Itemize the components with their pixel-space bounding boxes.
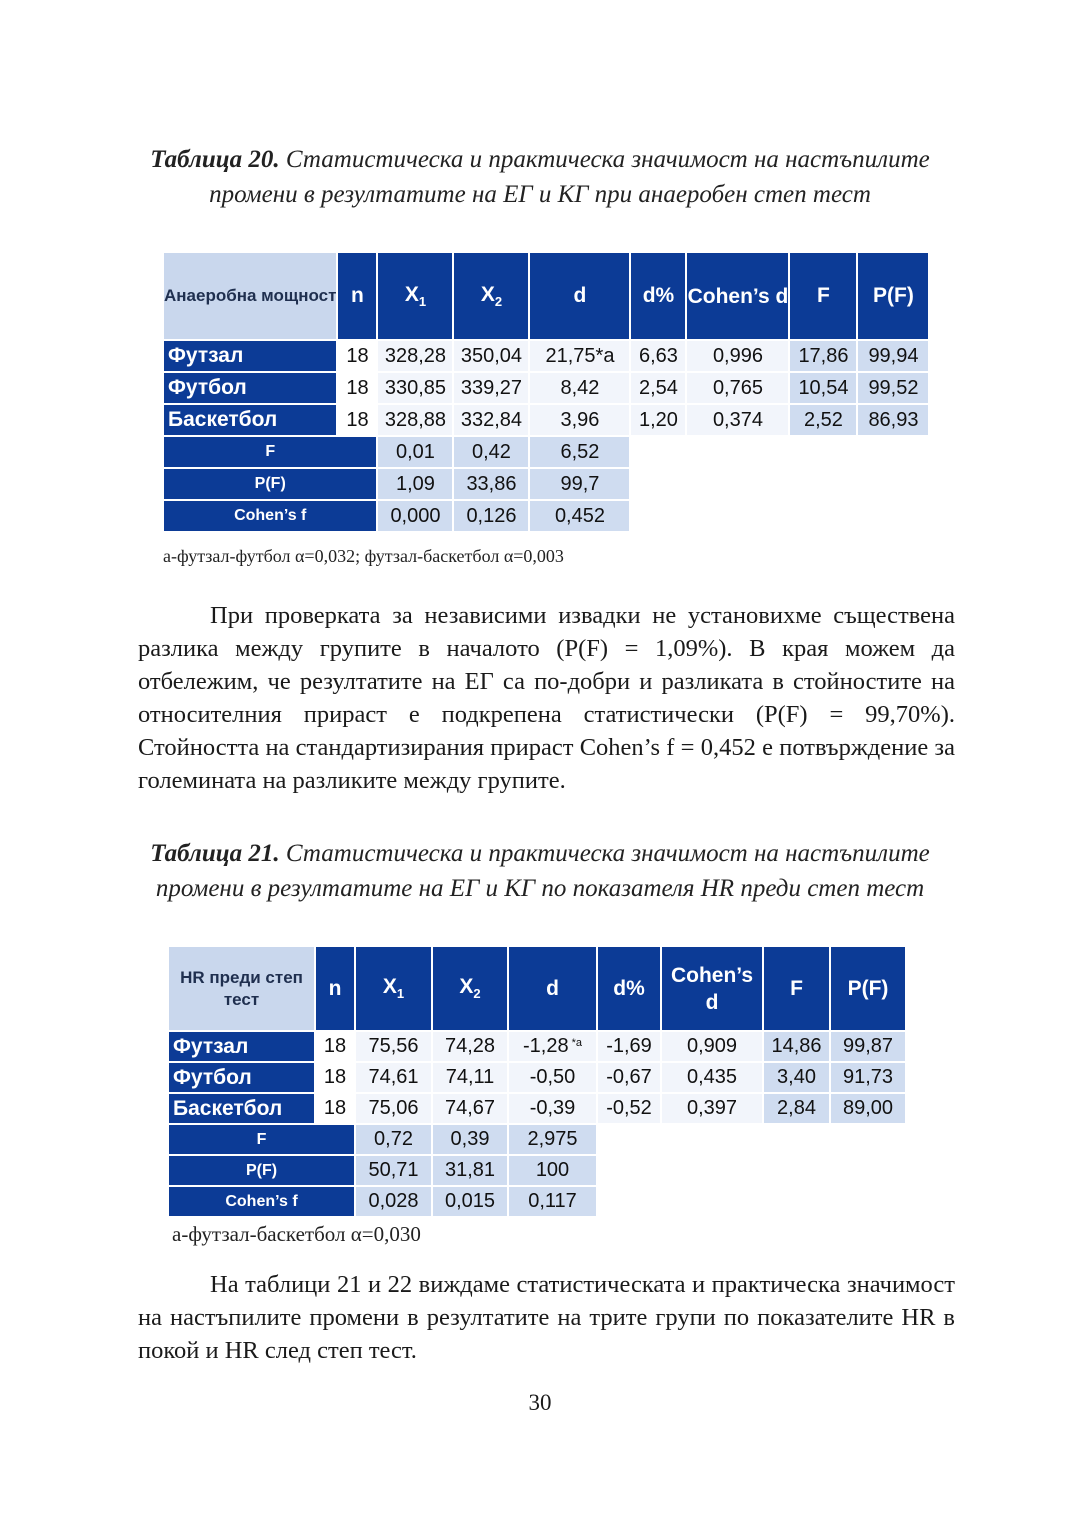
summary-row <box>164 437 928 467</box>
cell-cohen: 0,374 <box>687 405 788 435</box>
cell-f: 3,40 <box>764 1063 829 1092</box>
cell-x2: 74,67 <box>433 1094 507 1123</box>
summary-label: F <box>169 1125 354 1154</box>
cell-d: 8,42 <box>530 373 629 403</box>
group-label: Футбол <box>169 1063 314 1092</box>
summary-x2: 31,81 <box>433 1156 507 1185</box>
table20-header-f: F <box>790 253 856 339</box>
table21-header-cohen: Cohen’s d <box>662 947 762 1030</box>
cell-f: 2,84 <box>764 1094 829 1123</box>
table-row <box>169 1063 905 1092</box>
summary-row <box>164 501 928 531</box>
summary-x2: 0,42 <box>454 437 528 467</box>
page-number: 30 <box>528 1390 552 1415</box>
cell-x1: 330,85 <box>378 373 452 403</box>
table20-caption-title: Таблица 20. <box>150 146 280 173</box>
cell-f: 14,86 <box>764 1032 829 1061</box>
cell-cohen: 0,397 <box>662 1094 762 1123</box>
table20-header-x2: $X_2$ <box>454 253 528 339</box>
table20-header-pf: P(F) <box>858 253 928 339</box>
table21 <box>167 945 907 1218</box>
cell-x2: 339,27 <box>454 373 528 403</box>
cell-n: 18 <box>338 405 376 435</box>
table21-header-row <box>169 947 905 1030</box>
summary-x2: 0,015 <box>433 1187 507 1216</box>
table20-caption-text: Статистическа и практическа значимост на настъпилите промени в резултатите на ЕГ и КГ при анаеробен степ тест <box>209 146 930 208</box>
table-row <box>164 373 928 403</box>
paragraph-2: На таблици 21 и 22 виждаме статистическата и практическа значимост на настъпилите промени в резултатите на трите групи по показателите HR в покой и HR след степ тест. <box>138 1271 955 1364</box>
summary-label: Cohen’s f <box>169 1187 354 1216</box>
group-label: Футзал <box>164 341 336 371</box>
summary-label: P(F) <box>169 1156 354 1185</box>
summary-label: Cohen’s f <box>164 501 376 531</box>
table21-header-d: d <box>509 947 596 1030</box>
cell-x2: 74,28 <box>433 1032 507 1061</box>
cell-pf: 99,94 <box>858 341 928 371</box>
cell-n: 18 <box>338 373 376 403</box>
summary-d: 0,452 <box>530 501 629 531</box>
empty-cell <box>598 1125 905 1154</box>
table21-header-dpct: d% <box>598 947 660 1030</box>
cell-cohen: 0,765 <box>687 373 788 403</box>
group-label: Баскетбол <box>164 405 336 435</box>
table21-note: а-футзал-баскетбол α=0,030 <box>172 1222 421 1246</box>
summary-x1: 0,028 <box>356 1187 431 1216</box>
cell-f: 17,86 <box>790 341 856 371</box>
summary-x2: 0,39 <box>433 1125 507 1154</box>
cell-dpct: -0,52 <box>598 1094 660 1123</box>
summary-x1: 50,71 <box>356 1156 431 1185</box>
table20-header-row <box>164 253 928 339</box>
cell-f: 10,54 <box>790 373 856 403</box>
table20-header-d: d <box>530 253 629 339</box>
cell-cohen: 0,909 <box>662 1032 762 1061</box>
cell-dpct: -1,69 <box>598 1032 660 1061</box>
cell-d: 3,96 <box>530 405 629 435</box>
table21-caption-title: Таблица 21. <box>150 840 280 867</box>
summary-label: F <box>164 437 376 467</box>
paragraph-1: При проверката за независими извадки не установихме съществена разлика между групите в началото (P(F) = 1,09%). В края можем да отбележим, че резултатите на ЕГ са по-добри и разликата в стойностите на относителния прираст е подкрепена статистически (P(F) = 99,70%). Стойността на стандартизирания прираст Cohen’s f = 0,452 е потвърждение за големината на разликите между групите. <box>138 602 955 794</box>
table-row <box>169 1032 905 1061</box>
table20-header-x1: $X_1$ <box>378 253 452 339</box>
cell-x2: 350,04 <box>454 341 528 371</box>
summary-row <box>169 1156 905 1185</box>
summary-label: P(F) <box>164 469 376 499</box>
cell-x1: 328,88 <box>378 405 452 435</box>
cell-pf: 91,73 <box>831 1063 905 1092</box>
summary-x2: 33,86 <box>454 469 528 499</box>
summary-row <box>169 1187 905 1216</box>
table21-header-pf: P(F) <box>831 947 905 1030</box>
summary-d: 0,117 <box>509 1187 596 1216</box>
group-label: Баскетбол <box>169 1094 314 1123</box>
empty-cell <box>631 437 928 467</box>
cell-x2: 332,84 <box>454 405 528 435</box>
table20-header-n: n <box>338 253 376 339</box>
cell-x1: 74,61 <box>356 1063 431 1092</box>
cell-cohen: 0,996 <box>687 341 788 371</box>
summary-d: 2,975 <box>509 1125 596 1154</box>
cell-dpct: 6,63 <box>631 341 685 371</box>
summary-x1: 0,01 <box>378 437 452 467</box>
table21-header-x2: $X_2$ <box>433 947 507 1030</box>
significance-mark: *a <box>571 1037 582 1049</box>
empty-cell <box>631 469 928 499</box>
cell-n: 18 <box>316 1063 354 1092</box>
table21-corner-header: HR преди степ тест <box>169 947 314 1030</box>
cell-pf: 89,00 <box>831 1094 905 1123</box>
table20-header-dpct: d% <box>631 253 685 339</box>
summary-row <box>164 469 928 499</box>
cell-d: -1,28 $^{*a}$ <box>509 1032 596 1061</box>
cell-x1: 75,06 <box>356 1094 431 1123</box>
table21-header-n: n <box>316 947 354 1030</box>
group-label: Футбол <box>164 373 336 403</box>
summary-x1: 0,72 <box>356 1125 431 1154</box>
table20-note: а-футзал-футбол α=0,032; футзал-баскетбол α=0,003 <box>163 546 564 566</box>
cell-cohen: 0,435 <box>662 1063 762 1092</box>
summary-row <box>169 1125 905 1154</box>
table21-header-f: F <box>764 947 829 1030</box>
cell-n: 18 <box>338 341 376 371</box>
table20-corner-header: Анаеробна мощност <box>164 253 336 339</box>
table20 <box>162 251 930 533</box>
cell-pf: 86,93 <box>858 405 928 435</box>
cell-n: 18 <box>316 1032 354 1061</box>
summary-d: 99,7 <box>530 469 629 499</box>
cell-d: -0,50 <box>509 1063 596 1092</box>
cell-dpct: 2,54 <box>631 373 685 403</box>
table20-caption <box>120 142 960 212</box>
cell-pf: 99,52 <box>858 373 928 403</box>
table21-header-x1: $X_1$ <box>356 947 431 1030</box>
cell-pf: 99,87 <box>831 1032 905 1061</box>
summary-x2: 0,126 <box>454 501 528 531</box>
table21-caption <box>120 836 960 906</box>
table-row <box>164 341 928 371</box>
empty-cell <box>631 501 928 531</box>
cell-x2: 74,11 <box>433 1063 507 1092</box>
cell-d: 21,75*a <box>530 341 629 371</box>
empty-cell <box>598 1156 905 1185</box>
cell-x1: 328,28 <box>378 341 452 371</box>
cell-x1: 75,56 <box>356 1032 431 1061</box>
table-row <box>169 1094 905 1123</box>
summary-x1: 0,000 <box>378 501 452 531</box>
cell-n: 18 <box>316 1094 354 1123</box>
cell-f: 2,52 <box>790 405 856 435</box>
table20-header-cohen: Cohen’s d <box>687 253 788 339</box>
group-label: Футзал <box>169 1032 314 1061</box>
empty-cell <box>598 1187 905 1216</box>
table21-caption-text: Статистическа и практическа значимост на настъпилите промени в резултатите на ЕГ и КГ по показателя HR преди степ тест <box>155 840 930 902</box>
cell-dpct: -0,67 <box>598 1063 660 1092</box>
cell-dpct: 1,20 <box>631 405 685 435</box>
cell-d: -0,39 <box>509 1094 596 1123</box>
table-row <box>164 405 928 435</box>
summary-d: 6,52 <box>530 437 629 467</box>
summary-d: 100 <box>509 1156 596 1185</box>
summary-x1: 1,09 <box>378 469 452 499</box>
